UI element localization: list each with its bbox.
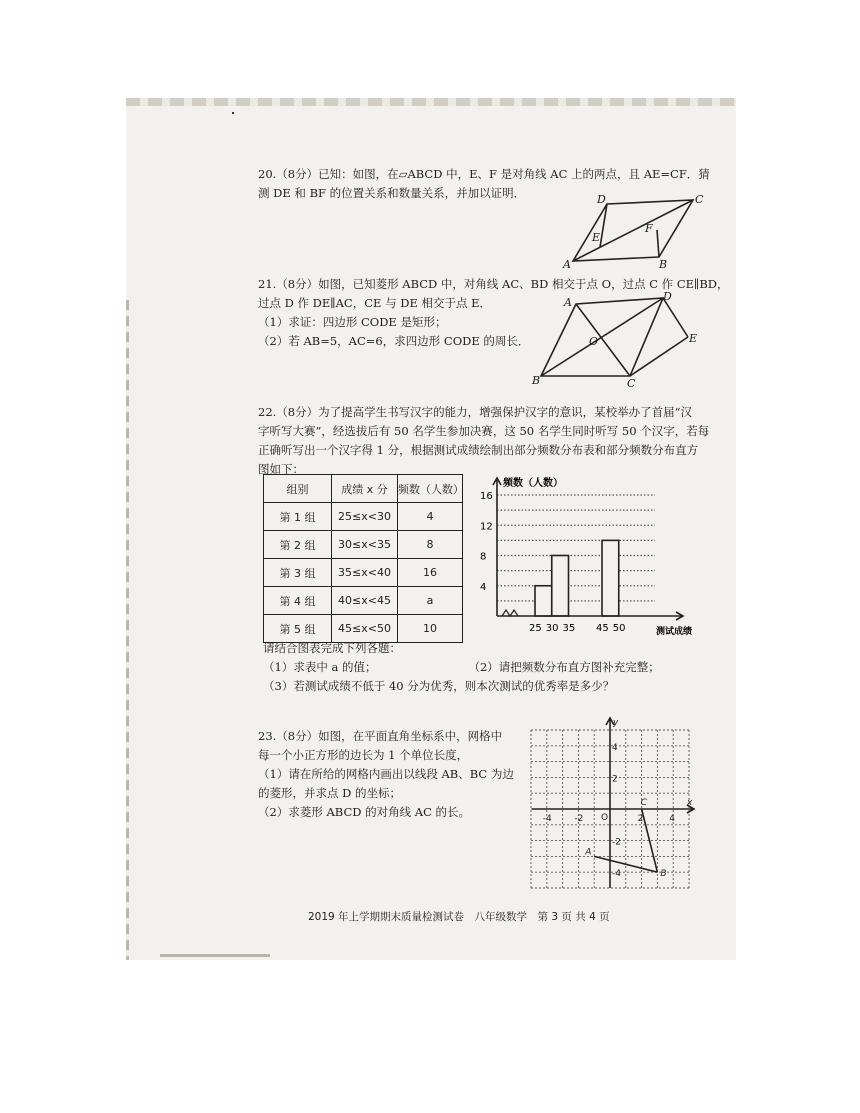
question-22-part-3: （3）若测试成绩不低于 40 分为优秀，则本次测试的优秀率是多少？ (263, 679, 615, 693)
label-c: C (695, 193, 704, 206)
question-22-line-2: 字听写大赛”，经选拔后有 50 名学生参加决赛，这 50 名学生同时听写 50 个汉字，若每 (258, 424, 710, 438)
label-b: B (532, 374, 541, 387)
y-tick-label: 8 (480, 551, 487, 563)
label-b: B (659, 258, 668, 270)
y-tick-label: 12 (480, 521, 493, 533)
table-cell: a (398, 587, 463, 615)
speck (232, 112, 234, 114)
question-21-part-1: （1）求证：四边形 CODE 是矩形； (258, 315, 447, 329)
table-cell: 45≤x<50 (332, 615, 398, 643)
table-cell: 35≤x<40 (332, 559, 398, 587)
question-22-tasks (263, 639, 660, 696)
x-tick-label: 25 (529, 623, 542, 634)
question-20-line-2: 测 DE 和 BF 的位置关系和数量关系，并加以证明． (258, 186, 526, 200)
x-tick-label: 45 (596, 623, 609, 634)
segment-bf (657, 230, 659, 257)
question-22-line-4: 图如下： (258, 462, 304, 476)
table-cell: 第 4 组 (264, 587, 332, 615)
y-axis-label: y (613, 718, 619, 728)
coordinate-grid (528, 716, 700, 892)
x-tick-label: 30 (545, 623, 559, 634)
table-row (264, 503, 463, 531)
table-row (264, 531, 463, 559)
y-tick-label: -4 (612, 869, 621, 880)
question-22-part-2: （2）请把频数分布直方图补充完整； (468, 660, 660, 674)
header-frequency: 频数（人数） (398, 475, 463, 503)
paper-top-edge (126, 98, 736, 106)
question-23-line-2: 每一个小正方形的边长为 1 个单位长度， (258, 748, 469, 762)
paper-left-edge (126, 300, 129, 960)
x-tick-label: -2 (574, 814, 584, 824)
label-e: E (689, 332, 698, 345)
y-tick-label: 16 (480, 491, 493, 502)
question-22 (258, 403, 709, 479)
table-cell: 第 2 组 (264, 531, 332, 559)
y-tick-label: 4 (612, 742, 618, 753)
histogram-bars (535, 540, 619, 616)
x-axis-label: x (687, 798, 693, 808)
table-cell: 第 5 组 (264, 615, 332, 643)
question-22-prompt: 请结合图表完成下列各题： (263, 641, 401, 655)
origin-label: O (601, 813, 609, 823)
label-a: A (564, 296, 572, 309)
histogram-bar (535, 586, 552, 616)
table-cell: 8 (398, 531, 463, 559)
question-23-part-2: （2）求菱形 ABCD 的对角线 AC 的长。 (258, 805, 471, 819)
histogram-title: 频数（人数） (503, 478, 563, 489)
rhombus-figure (530, 290, 710, 390)
label-d: D (597, 193, 606, 206)
question-22-parts-1-2 (263, 658, 660, 677)
label-f: F (645, 222, 653, 235)
y-tick-label: 4 (480, 581, 487, 593)
question-23-part-1b: 的菱形，并求点 D 的坐标； (258, 786, 402, 800)
label-o: O (589, 335, 599, 348)
label-a: A (563, 258, 571, 270)
question-21-part-2: （2）若 AB=5，AC=6，求四边形 CODE 的周长． (258, 334, 530, 348)
header-score: 成绩 x 分 (332, 475, 398, 503)
question-20-line-1: 20.（8分）已知：如图，在▱ABCD 中，E、F 是对角线 AC 上的两点，且 AE=CF．猜 (258, 167, 710, 181)
x-tick-label: 2 (637, 814, 644, 824)
label-e: E (592, 231, 601, 244)
question-22-part-1: （1）求表中 a 的值； (263, 660, 377, 674)
histogram-bar (602, 540, 619, 616)
table-cell: 10 (398, 615, 463, 643)
question-22-line-3: 正确听写出一个汉字得 1 分，根据测试成绩绘制出部分频数分布表和部分频数分布直方 (258, 443, 699, 457)
x-tick-label: 50 (612, 623, 626, 634)
y-tick-label: -2 (612, 837, 621, 848)
histogram (470, 474, 700, 644)
table-header-row (264, 475, 463, 503)
question-22-line-1: 22.（8分）为了提高学生书写汉字的能力，增强保护汉字的意识，某校举办了首届“汉 (258, 405, 692, 419)
table-row (264, 587, 463, 615)
point-label-c: C (640, 798, 647, 808)
table-cell: 第 1 组 (264, 503, 332, 531)
histogram-bar (552, 556, 569, 617)
histogram-xlabel: 测试成绩 (656, 627, 693, 637)
x-tick-label: -4 (542, 814, 552, 824)
frequency-table (263, 474, 463, 643)
label-c: C (627, 377, 636, 390)
histogram-grid (497, 495, 655, 601)
point-label-a: A (585, 847, 592, 858)
table-row (264, 559, 463, 587)
question-23-line-1: 23.（8分）如图，在平面直角坐标系中，网格中 (258, 729, 503, 743)
histogram-axes (493, 478, 683, 620)
table-cell: 16 (398, 559, 463, 587)
y-tick-label: 2 (612, 774, 618, 785)
question-23-part-1a: （1）请在所给的网格内画出以线段 AB、BC 为边 (258, 767, 514, 781)
question-21-line-1: 21.（8分）如图，已知菱形 ABCD 中，对角线 AC、BD 相交于点 O，过点 C 作 CE∥BD， (258, 277, 729, 291)
parallelogram-figure (555, 190, 715, 270)
question-23 (258, 727, 514, 822)
segment-de (663, 298, 688, 337)
table-cell: 第 3 组 (264, 559, 332, 587)
paper-bottom-edge (160, 954, 270, 957)
header-group: 组别 (264, 475, 332, 503)
diagonal-ac (576, 304, 630, 376)
label-d: D (663, 290, 672, 303)
table-cell: 4 (398, 503, 463, 531)
x-tick-label: 4 (669, 814, 675, 824)
table-cell: 40≤x<45 (332, 587, 398, 615)
page-footer: 2019 年上学期期末质量检测试卷 八年级数学 第 3 页 共 4 页 (308, 911, 610, 923)
table-cell: 25≤x<30 (332, 503, 398, 531)
table-cell: 30≤x<35 (332, 531, 398, 559)
point-label-b: B (660, 869, 667, 880)
x-tick-label: 35 (562, 623, 576, 634)
question-21-line-2: 过点 D 作 DE∥AC，CE 与 DE 相交于点 E． (258, 296, 492, 310)
